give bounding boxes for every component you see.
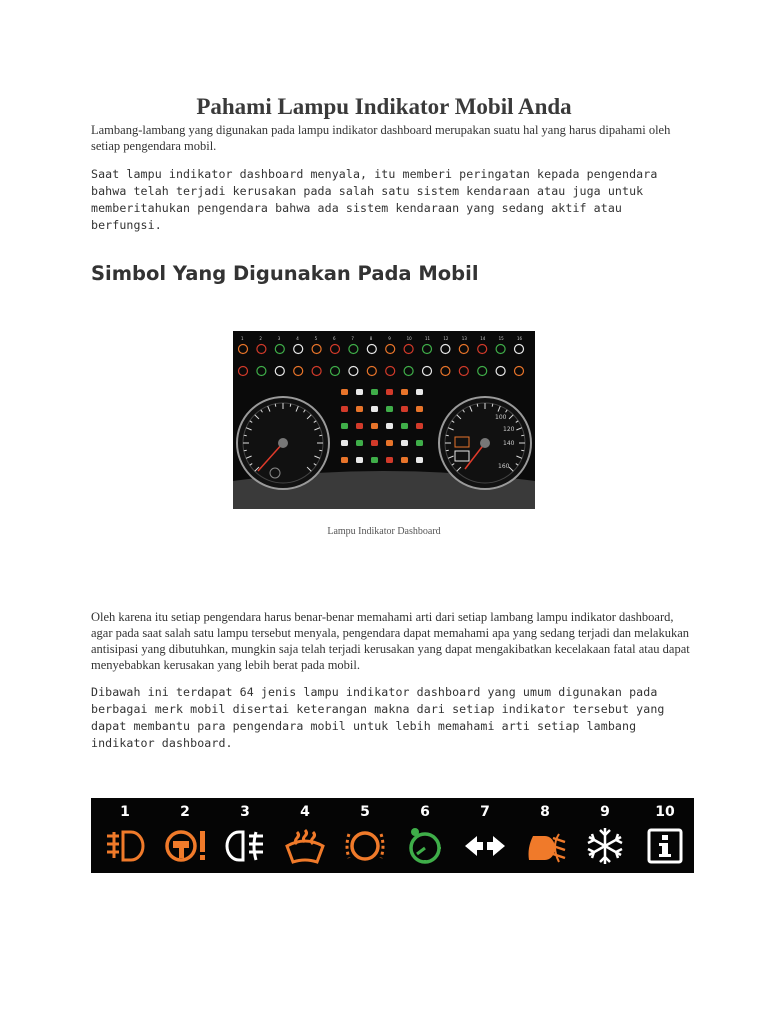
dashboard-grid-number: 2: [259, 336, 262, 341]
gauge-tick: [446, 450, 449, 451]
fog-light-icon: [223, 824, 267, 868]
dashboard-indicator-symbol: [371, 457, 378, 463]
body-paragraph-3: Dibawah ini terdapat 64 jenis lampu indikator dashboard yang umum digunakan pada berbagai merk mobil disertai keterangan makna dari setiap indikator tersebut yang dapat membantu para pengendara mobil untuk lebih memahami arti setiap lambang indikator dashboard.: [91, 685, 665, 750]
dashboard-indicator-symbol: [356, 440, 363, 446]
dashboard-indicator-symbol: [416, 406, 423, 412]
dashboard-indicator-symbol: [416, 457, 423, 463]
dashboard-grid-number: 10: [406, 336, 412, 341]
dashboard-grid-number: 3: [277, 336, 281, 341]
dashboard-indicator-symbol: [401, 457, 408, 463]
indicator-number: 5: [360, 804, 370, 820]
indicator-number: 7: [480, 804, 490, 820]
gauge-tick: [244, 450, 247, 451]
indicator-number: 9: [600, 804, 610, 820]
indicator-number: 8: [540, 804, 550, 820]
dashboard-indicator-symbol: [416, 440, 423, 446]
dashboard-grid-number: 5: [314, 336, 318, 341]
dashboard-indicator-symbol: [371, 423, 378, 429]
info-icon: [643, 824, 687, 868]
dashboard-indicator-symbol: [356, 457, 363, 463]
gauge-tick: [446, 435, 449, 436]
brake-pad-icon: [343, 824, 387, 868]
dashboard-grid-number: 8: [369, 336, 373, 341]
dashboard-indicator-symbol: [401, 406, 408, 412]
svg-text:120: 120: [503, 426, 515, 433]
indicator-number: 2: [180, 804, 190, 820]
dashboard-indicator-symbol: [401, 389, 408, 395]
dashboard-indicator-image: [233, 331, 535, 509]
cruise-control-icon: [403, 824, 447, 868]
indicator-number: 3: [240, 804, 250, 820]
dashboard-indicator-symbol: [416, 389, 423, 395]
windshield-defrost-icon: [283, 824, 327, 868]
dashboard-indicator-symbol: [356, 423, 363, 429]
dashboard-grid-number: 9: [388, 336, 391, 341]
gauge-tick: [319, 435, 322, 436]
dashboard-indicator-symbol: [371, 440, 378, 446]
dashboard-grid-number: 16: [517, 336, 523, 341]
gauge-tick: [290, 404, 291, 407]
dashboard-indicator-symbol: [386, 440, 393, 446]
dashboard-grid-number: 12: [443, 336, 449, 341]
dashboard-indicator-symbol: [356, 406, 363, 412]
indicator-item: [335, 798, 395, 873]
dashboard-grid-number: 4: [296, 336, 299, 341]
dashboard-grid-number: 6: [333, 336, 336, 341]
indicator-item: [455, 798, 515, 873]
rear-fog-light-icon: [103, 824, 147, 868]
gauge-tick: [244, 435, 247, 436]
dashboard-grid-number: 13: [461, 336, 467, 341]
dashboard-indicator-symbol: [341, 389, 348, 395]
gauge-tick: [492, 404, 493, 407]
headlight-range-icon: [523, 824, 567, 868]
page-title: Pahami Lampu Indikator Mobil Anda: [196, 94, 572, 119]
indicator-item: [575, 798, 635, 873]
svg-text:160: 160: [498, 463, 510, 470]
dashboard-indicator-symbol: [386, 423, 393, 429]
dashboard-indicator-symbol: [386, 406, 393, 412]
dashboard-grid-number: 1: [241, 336, 244, 341]
body-paragraph-1: Saat lampu indikator dashboard menyala, itu memberi peringatan kepada pengendara bahwa telah terjadi kerusakan pada salah satu sistem kendaraan atau juga untuk memberitahukan pengendara bahwa ada sistem kendaraan yang sedang aktif atau berfungsi.: [91, 167, 658, 232]
dashboard-grid-number: 14: [480, 336, 486, 341]
dashboard-grid-number: 11: [425, 336, 431, 341]
indicator-item: [95, 798, 155, 873]
indicator-item: [275, 798, 335, 873]
indicator-number: 1: [120, 804, 130, 820]
dashboard-grid-number: 7: [351, 336, 354, 341]
dashboard-indicator-symbol: [401, 423, 408, 429]
dashboard-indicator-symbol: [341, 457, 348, 463]
svg-text:140: 140: [503, 440, 515, 447]
indicator-number: 10: [655, 804, 675, 820]
dashboard-indicator-symbol: [371, 389, 378, 395]
dashboard-indicator-symbol: [356, 389, 363, 395]
indicator-item: [215, 798, 275, 873]
indicator-item: [395, 798, 455, 873]
dashboard-indicator-symbol: [401, 440, 408, 446]
indicator-number: 4: [300, 804, 310, 820]
dashboard-indicator-symbol: [341, 440, 348, 446]
indicator-item: [155, 798, 215, 873]
intro-paragraph: Lambang-lambang yang digunakan pada lampu indikator dashboard merupakan suatu hal yang harus dipahami oleh setiap pengendara mobil.: [91, 123, 671, 153]
indicator-number: 6: [420, 804, 430, 820]
dashboard-indicator-symbol: [371, 406, 378, 412]
frost-warning-icon: [583, 824, 627, 868]
steering-warning-icon: [163, 824, 207, 868]
svg-text:100: 100: [495, 414, 507, 421]
gauge-tick: [319, 450, 322, 451]
dashboard-indicator-symbol: [386, 457, 393, 463]
dashboard-indicator-symbol: [341, 423, 348, 429]
dashboard-indicator-symbol: [416, 423, 423, 429]
gauge-tick: [477, 404, 478, 407]
figure-caption: Lampu Indikator Dashboard: [327, 526, 441, 537]
turn-signal-icon: [463, 824, 507, 868]
indicator-item: [635, 798, 695, 873]
indicator-strip: [91, 798, 694, 873]
indicator-item: [515, 798, 575, 873]
dashboard-grid-number: 15: [498, 336, 504, 341]
gauge-tick: [521, 450, 524, 451]
body-paragraph-2: Oleh karena itu setiap pengendara harus benar-benar memahami arti dari setiap lambang lampu indikator dashboard, agar pada saat salah satu lampu tersebut menyala, pengendara dapat memahami apa yang sedang terjadi dan melakukan antisipasi yang dibutuhkan, mungkin saja telah terjadi kerusakan yang dapat mengakibatkan kecelakaan fatal atau dapat menyebabkan kerusakan yang lebih berat pada mobil.: [91, 610, 690, 672]
section-heading: Simbol Yang Digunakan Pada Mobil: [91, 262, 479, 285]
gauge-tick: [275, 404, 276, 407]
dashboard-indicator-symbol: [386, 389, 393, 395]
gauge-tick: [521, 435, 524, 436]
dashboard-indicator-symbol: [341, 406, 348, 412]
